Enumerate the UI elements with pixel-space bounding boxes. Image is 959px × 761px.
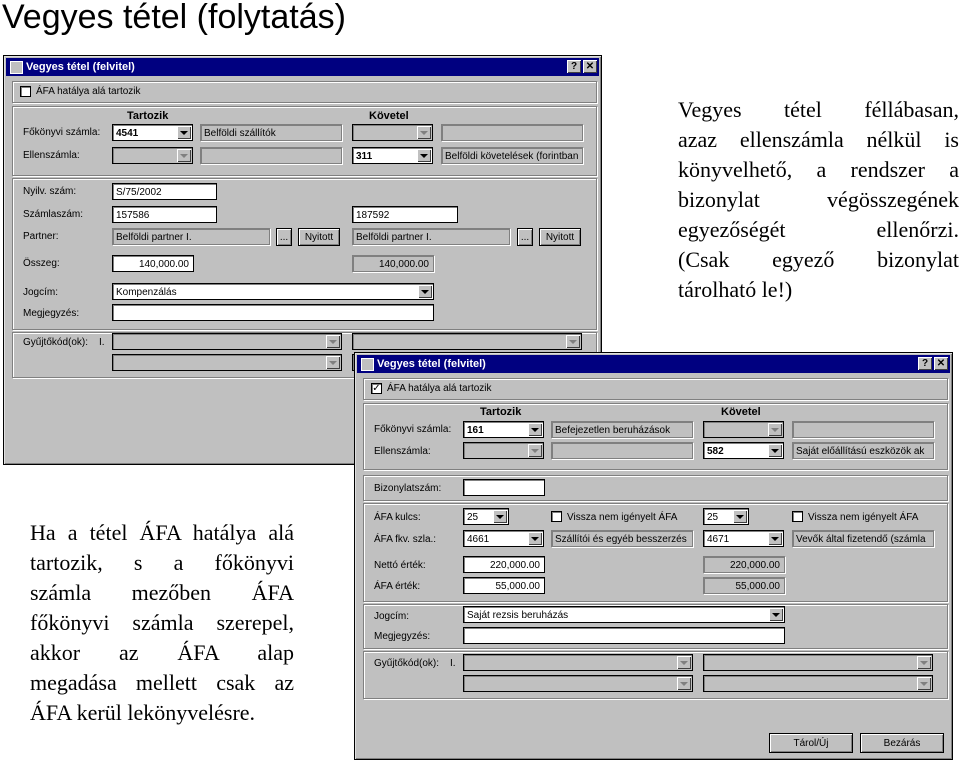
note-line: számla mezőben ÁFA — [30, 580, 294, 605]
chevron-down-icon — [417, 126, 431, 139]
netto-tartozik-field[interactable]: 220,000.00 — [463, 556, 545, 573]
fokonyvi-tartozik-select[interactable] — [463, 421, 544, 438]
jogcim-value: Kompenzálás — [116, 287, 177, 298]
osszeg-label: Összeg: — [23, 258, 60, 269]
accounts-panel — [12, 106, 597, 176]
note-line: Ha a tétel ÁFA hatálya alá — [30, 520, 294, 545]
fokonyvi-kovetel-name — [441, 124, 583, 141]
app-icon — [361, 358, 374, 371]
note-line: megadása mellett csak az — [30, 670, 294, 695]
ellenszamla-tartozik-select — [112, 147, 193, 164]
megjegyzes-field[interactable] — [463, 627, 785, 644]
jogcim-value: Saját rezsis beruházás — [467, 610, 569, 621]
header-kovetel: Követel — [369, 110, 409, 122]
afa-fkv-tartozik-value: 4661 — [467, 534, 490, 545]
note-line: egyezőségét ellenőrzi. — [678, 217, 959, 242]
jogcim-select[interactable] — [112, 283, 434, 300]
note-line: akkor az ÁFA alap — [30, 640, 294, 665]
vissza-kovetel-label: Vissza nem igényelt ÁFA — [808, 512, 919, 523]
partner-kovetel-browse-button[interactable]: ... — [517, 228, 533, 246]
partner-label: Partner: — [23, 231, 59, 242]
note-line: Vegyes tétel féllábasan, — [678, 97, 959, 122]
tarol-uj-button[interactable]: Tárol/Új — [769, 733, 853, 753]
close-button[interactable]: ✕ — [583, 60, 597, 73]
ellenszamla-tartozik-name — [551, 442, 693, 459]
fokonyvi-label: Főkönyvi számla: — [23, 127, 101, 138]
partner-tartozik-nyitott-button[interactable]: Nyitott — [298, 228, 340, 246]
note-line: (Csak egyező bizonylat — [678, 247, 959, 272]
afa-kulcs-tartozik-select[interactable] — [463, 508, 509, 525]
szamlaszam-label: Számlaszám: — [23, 209, 84, 220]
header-tartozik: Tartozik — [127, 110, 169, 122]
vissza-kovetel-checkbox[interactable] — [792, 511, 803, 522]
fokonyvi-tartozik-name: Befejezetlen beruházások — [551, 421, 693, 438]
fokonyvi-kovetel-select — [703, 421, 784, 438]
bizonylat-field[interactable] — [463, 479, 545, 496]
chevron-down-icon — [326, 335, 340, 348]
jogcim-label: Jogcím: — [374, 611, 410, 622]
gyujto-select-2 — [703, 654, 933, 671]
chevron-down-icon — [917, 656, 931, 669]
chevron-down-icon — [177, 149, 191, 162]
window-title: Vegyes tétel (felvitel) — [377, 358, 486, 370]
afa-kulcs-kovetel-value: 25 — [707, 512, 719, 523]
afa-checkbox-label: ÁFA hatálya alá tartozik — [36, 86, 141, 97]
jogcim-label: Jogcím: — [23, 287, 59, 298]
title-bar — [357, 355, 950, 373]
gyujto-select-3 — [112, 354, 342, 371]
gyujto-select-1 — [463, 654, 693, 671]
megjegyzes-label: Megjegyzés: — [374, 631, 431, 642]
ellenszamla-kovetel-name: Belföldi követelések (forintban — [441, 147, 583, 164]
gyujto-label: Gyűjtőkód(ok): — [23, 337, 89, 348]
afa-fkv-kovetel-value: 4671 — [707, 534, 730, 545]
partner-kovetel-field: Belföldi partner I. — [352, 228, 510, 245]
chevron-down-icon — [566, 335, 580, 348]
afa-ertek-label: ÁFA érték: — [374, 581, 421, 592]
chevron-down-icon[interactable] — [769, 608, 783, 621]
chevron-down-icon[interactable] — [528, 532, 542, 545]
megjegyzes-label: Megjegyzés: — [23, 308, 80, 319]
osszeg-kovetel-field: 140,000.00 — [352, 255, 434, 272]
app-icon — [10, 61, 23, 74]
szamlaszam-kovetel-field[interactable]: 187592 — [352, 206, 458, 223]
chevron-down-icon — [326, 356, 340, 369]
slide-title: Vegyes tétel (folytatás) — [2, 0, 346, 36]
chevron-down-icon[interactable] — [493, 510, 507, 523]
header-kovetel: Követel — [721, 406, 761, 418]
afa-checkbox-label: ÁFA hatálya alá tartozik — [387, 383, 492, 394]
fokonyvi-label: Főkönyvi számla: — [374, 424, 452, 435]
note-bottom — [30, 518, 294, 728]
afa-kulcs-label: ÁFA kulcs: — [374, 512, 421, 523]
afa-kulcs-tartozik-value: 25 — [467, 512, 479, 523]
chevron-down-icon — [528, 444, 542, 457]
netto-label: Nettó érték: — [374, 560, 426, 571]
ellenszamla-kovetel-value: 582 — [707, 446, 724, 457]
fokonyvi-tartozik-value: 4541 — [116, 128, 139, 139]
gyujto-label: Gyűjtőkód(ok): — [374, 658, 440, 669]
ellenszamla-label: Ellenszámla: — [23, 150, 80, 161]
close-button[interactable]: ✕ — [934, 357, 948, 370]
afa-checkbox[interactable] — [20, 86, 31, 97]
chevron-down-icon[interactable] — [418, 285, 432, 298]
fokonyvi-kovetel-select — [352, 124, 433, 141]
ellenszamla-tartozik-select — [463, 442, 544, 459]
afa-checkbox[interactable]: ✓ — [372, 383, 381, 394]
window-title: Vegyes tétel (felvitel) — [26, 61, 135, 73]
note-line: tartozik, s a főkönyvi — [30, 550, 294, 575]
fokonyvi-tartozik-select[interactable] — [112, 124, 193, 141]
chevron-down-icon[interactable] — [733, 510, 747, 523]
dialog-vegyes-tetel-2 — [354, 352, 953, 760]
ellenszamla-tartozik-name — [200, 147, 342, 164]
gyujto-select-3 — [463, 675, 693, 692]
gyujto-index: I. — [99, 337, 105, 348]
bizonylat-label: Bizonylatszám: — [374, 483, 442, 494]
osszeg-tartozik-field[interactable]: 140,000.00 — [112, 255, 194, 272]
ellenszamla-kovetel-value: 311 — [356, 151, 373, 162]
header-tartozik: Tartozik — [480, 406, 522, 418]
gyujto-select-4 — [703, 675, 933, 692]
vissza-tartozik-label: Vissza nem igényelt ÁFA — [567, 512, 678, 523]
afa-fkv-tartozik-select[interactable] — [463, 530, 544, 547]
chevron-down-icon[interactable] — [177, 126, 191, 139]
afa-ertek-kovetel-field: 55,000.00 — [703, 577, 785, 594]
chevron-down-icon[interactable] — [417, 149, 431, 162]
chevron-down-icon — [917, 677, 931, 690]
ellenszamla-label: Ellenszámla: — [374, 446, 431, 457]
fokonyvi-kovetel-name — [792, 421, 934, 438]
fokonyvi-tartozik-value: 161 — [467, 425, 484, 436]
note-line: könyvelhető, a rendszer a — [678, 157, 959, 182]
afa-ertek-tartozik-field[interactable]: 55,000.00 — [463, 577, 545, 594]
bizonylat-panel — [363, 475, 948, 501]
bezaras-button[interactable]: Bezárás — [860, 733, 944, 753]
partner-tartozik-field: Belföldi partner I. — [112, 228, 270, 245]
title-bar — [6, 58, 599, 76]
note-line: tárolható le!) — [678, 277, 793, 302]
afa-fkv-kovetel-name: Vevők által fizetendő (számla — [792, 530, 934, 547]
partner-kovetel-nyitott-button[interactable]: Nyitott — [539, 228, 581, 246]
partner-tartozik-browse-button[interactable]: ... — [276, 228, 292, 246]
jogcim-select[interactable] — [463, 606, 785, 623]
gyujto-index: I. — [450, 658, 456, 669]
nyilv-label: Nyilv. szám: — [23, 186, 77, 197]
ellenszamla-kovetel-name: Saját előállítású eszközök ak — [792, 442, 934, 459]
vissza-tartozik-checkbox[interactable] — [551, 511, 562, 522]
chevron-down-icon — [768, 423, 782, 436]
gyujto-select-1 — [112, 333, 342, 350]
fokonyvi-tartozik-name: Belföldi szállítók — [200, 124, 342, 141]
ellenszamla-kovetel-select[interactable] — [703, 442, 784, 459]
netto-kovetel-field: 220,000.00 — [703, 556, 785, 573]
chevron-down-icon[interactable] — [528, 423, 542, 436]
chevron-down-icon — [677, 677, 691, 690]
megjegyzes-field[interactable] — [112, 304, 434, 321]
gyujto-select-2 — [352, 333, 582, 350]
szamlaszam-tartozik-field[interactable]: 157586 — [112, 206, 217, 223]
note-line: főkönyvi számla szerepel, — [30, 610, 294, 635]
help-button[interactable]: ? — [567, 60, 581, 73]
note-top — [678, 95, 959, 305]
note-line: azaz ellenszámla nélkül is — [678, 127, 959, 152]
nyilv-field[interactable]: S/75/2002 — [112, 183, 217, 200]
chevron-down-icon[interactable] — [768, 532, 782, 545]
note-line: ÁFA kerül lekönyvelésre. — [30, 700, 256, 725]
chevron-down-icon — [677, 656, 691, 669]
ellenszamla-kovetel-select[interactable] — [352, 147, 433, 164]
help-button[interactable]: ? — [918, 357, 932, 370]
afa-fkv-label: ÁFA fkv. szla.: — [374, 534, 437, 545]
chevron-down-icon[interactable] — [768, 444, 782, 457]
afa-fkv-tartozik-name: Szállítói és egyéb besszerzés — [551, 530, 693, 547]
note-line: bizonylat végösszegének — [678, 187, 959, 212]
afa-fkv-kovetel-select[interactable] — [703, 530, 784, 547]
afa-kulcs-kovetel-select[interactable] — [703, 508, 749, 525]
